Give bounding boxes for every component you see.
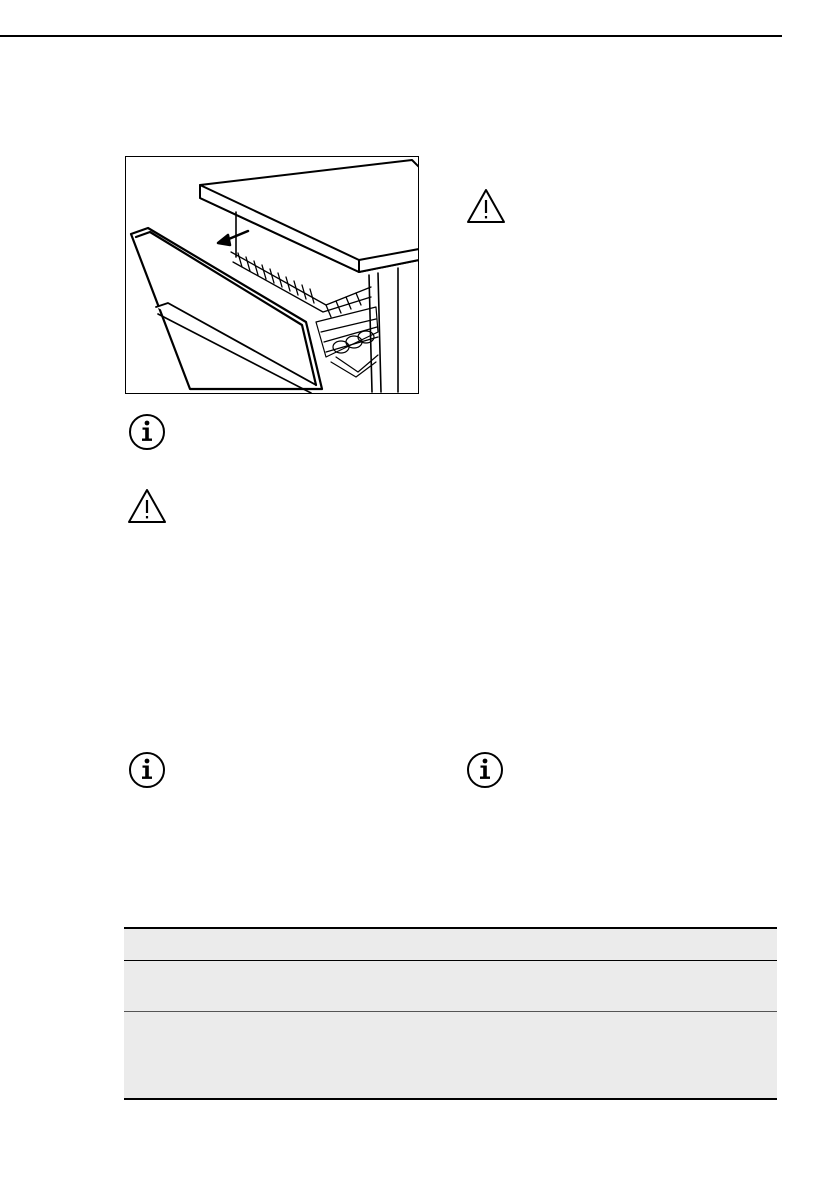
warning-triangle-icon bbox=[465, 186, 505, 226]
info-icon bbox=[127, 412, 167, 452]
top-rule bbox=[0, 35, 782, 37]
info-table bbox=[124, 927, 777, 1100]
worktop bbox=[200, 160, 419, 272]
info-icon bbox=[465, 750, 505, 790]
lower-basket bbox=[316, 307, 378, 377]
table-row bbox=[124, 960, 777, 1011]
info-icon bbox=[127, 750, 167, 790]
warning-triangle-icon bbox=[126, 486, 166, 526]
direction-arrow bbox=[218, 231, 248, 245]
table-header-row bbox=[124, 929, 777, 960]
dishwasher-door bbox=[131, 228, 322, 393]
dishwasher-illustration bbox=[125, 156, 419, 394]
table-row bbox=[124, 1011, 777, 1098]
